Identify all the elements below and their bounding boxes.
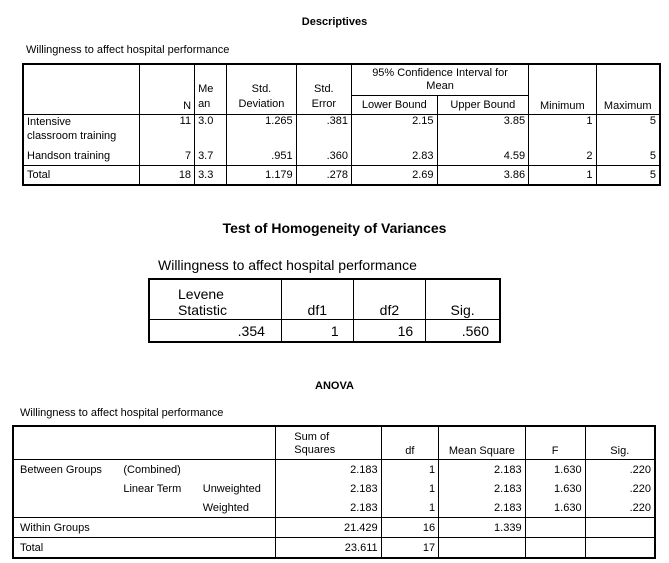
descriptives-table — [22, 63, 661, 186]
table-row: Handson training 7 3.7 .951 .360 2.83 4.59 2 5 — [23, 147, 660, 166]
homogeneity-title: Test of Homogeneity of Variances — [222, 220, 447, 236]
homogeneity-table — [148, 278, 501, 343]
homogeneity-subtitle: Willingness to affect hospital performance — [158, 257, 417, 273]
col-n: N — [139, 64, 194, 115]
col-levene: Levene Statistic — [149, 279, 281, 320]
table-row: Weighted 2.183 1 2.183 1.630 .220 — [13, 498, 655, 518]
anova-title: ANOVA — [315, 380, 354, 392]
anova-subtitle: Willingness to affect hospital performance — [20, 407, 224, 419]
table-row: .354 1 16 .560 — [149, 320, 500, 343]
col-mean: Me an — [195, 64, 227, 115]
col-sig: Sig. — [426, 279, 500, 320]
col-lower: Lower Bound — [352, 96, 438, 115]
col-df: df — [381, 426, 438, 460]
col-ss: Sum of Squares — [276, 426, 381, 460]
col-df2: df2 — [353, 279, 425, 320]
col-mean-square: Mean Square — [439, 426, 525, 460]
anova-table — [12, 425, 656, 559]
table-row: Within Groups 21.429 16 1.339 — [13, 518, 655, 538]
table-row: Intensive classroom training 11 3.0 1.265 .381 2.15 3.85 1 5 — [23, 115, 660, 148]
descriptives-title: Descriptives — [301, 16, 368, 28]
col-df1: df1 — [281, 279, 353, 320]
col-f: F — [525, 426, 585, 460]
descriptives-subtitle: Willingness to affect hospital performance — [26, 44, 230, 56]
col-std-dev: Std. Deviation — [227, 64, 296, 115]
table-row: Linear Term Unweighted 2.183 1 2.183 1.630 .220 — [13, 479, 655, 498]
col-max: Maximum — [596, 64, 660, 115]
col-min: Minimum — [529, 64, 596, 115]
col-upper: Upper Bound — [437, 96, 529, 115]
col-std-err: Std. Error — [296, 64, 351, 115]
table-row: Total 18 3.3 1.179 .278 2.69 3.86 1 5 — [23, 166, 660, 186]
table-row: Total 23.611 17 — [13, 538, 655, 559]
col-sig: Sig. — [585, 426, 655, 460]
table-row: Between Groups (Combined) 2.183 1 2.183 1.630 .220 — [13, 460, 655, 480]
col-ci: 95% Confidence Interval for Mean — [352, 64, 529, 96]
